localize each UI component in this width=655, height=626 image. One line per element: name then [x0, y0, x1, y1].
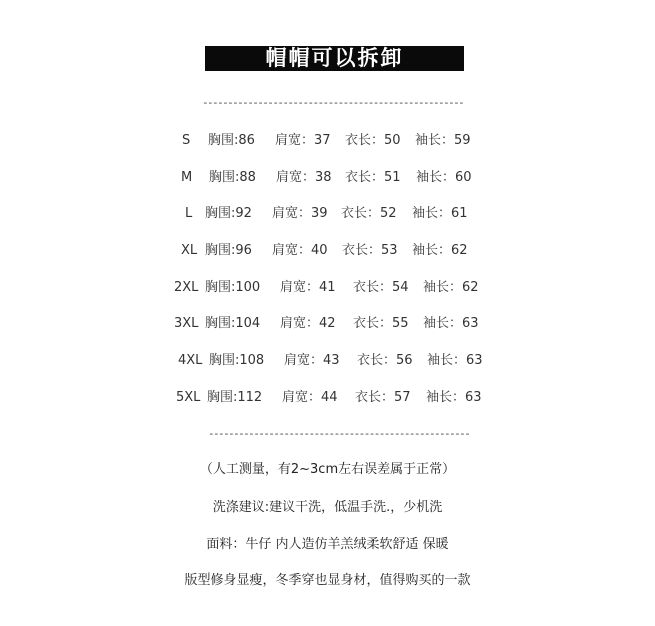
chest-value: 胸围:96	[205, 243, 252, 258]
chest-value: 胸围:108	[209, 353, 265, 368]
size-label: 3XL	[174, 316, 199, 331]
length-value: 衣长：57	[355, 390, 411, 405]
sleeve-value: 袖长：61	[412, 206, 468, 221]
sleeve-value: 袖长：59	[415, 133, 471, 148]
length-value: 衣长：54	[353, 280, 409, 295]
chest-value: 胸围:112	[207, 390, 263, 405]
sleeve-value: 袖长：60	[416, 170, 472, 185]
shoulder-value: 肩宽：39	[272, 206, 328, 221]
fabric-note: 面料：牛仔 内人造仿羊羔绒柔软舒适 保暖	[206, 537, 449, 552]
size-label: M	[181, 170, 193, 185]
sleeve-value: 袖长：63	[423, 316, 479, 331]
length-value: 衣长：51	[345, 170, 401, 185]
size-label: XL	[181, 243, 198, 258]
washing-note: 洗涤建议:建议干洗，低温手洗.，少机洗	[212, 500, 443, 515]
chest-value: 胸围:92	[205, 206, 252, 221]
chest-value: 胸围:88	[209, 170, 256, 185]
shoulder-value: 肩宽：41	[280, 280, 336, 295]
shoulder-value: 肩宽：43	[284, 353, 340, 368]
sleeve-value: 袖长：62	[412, 243, 468, 258]
chest-value: 胸围:104	[205, 316, 261, 331]
length-value: 衣长：56	[357, 353, 413, 368]
length-value: 衣长：55	[353, 316, 409, 331]
sleeve-value: 袖长：63	[427, 353, 483, 368]
fit-note: 版型修身显瘦，冬季穿也显身材，值得购买的一款	[184, 573, 471, 588]
measurement-note: （人工测量，有2~3cm左右误差属于正常）	[199, 462, 456, 477]
divider-bottom: ----------------------------------------------------	[208, 427, 470, 440]
length-value: 衣长：50	[345, 133, 401, 148]
size-label: S	[182, 133, 191, 148]
size-label: 2XL	[174, 280, 199, 295]
shoulder-value: 肩宽：38	[276, 170, 332, 185]
chest-value: 胸围:100	[205, 280, 261, 295]
size-label: L	[185, 206, 193, 221]
divider-top: ----------------------------------------------------	[202, 96, 464, 109]
sleeve-value: 袖长：62	[423, 280, 479, 295]
sleeve-value: 袖长：63	[426, 390, 482, 405]
size-label: 4XL	[178, 353, 203, 368]
shoulder-value: 肩宽：37	[275, 133, 331, 148]
page-title: 帽帽可以拆卸	[205, 46, 464, 71]
length-value: 衣长：52	[341, 206, 397, 221]
length-value: 衣长：53	[342, 243, 398, 258]
chest-value: 胸围:86	[208, 133, 255, 148]
shoulder-value: 肩宽：44	[282, 390, 338, 405]
shoulder-value: 肩宽：42	[280, 316, 336, 331]
shoulder-value: 肩宽：40	[272, 243, 328, 258]
size-label: 5XL	[176, 390, 201, 405]
